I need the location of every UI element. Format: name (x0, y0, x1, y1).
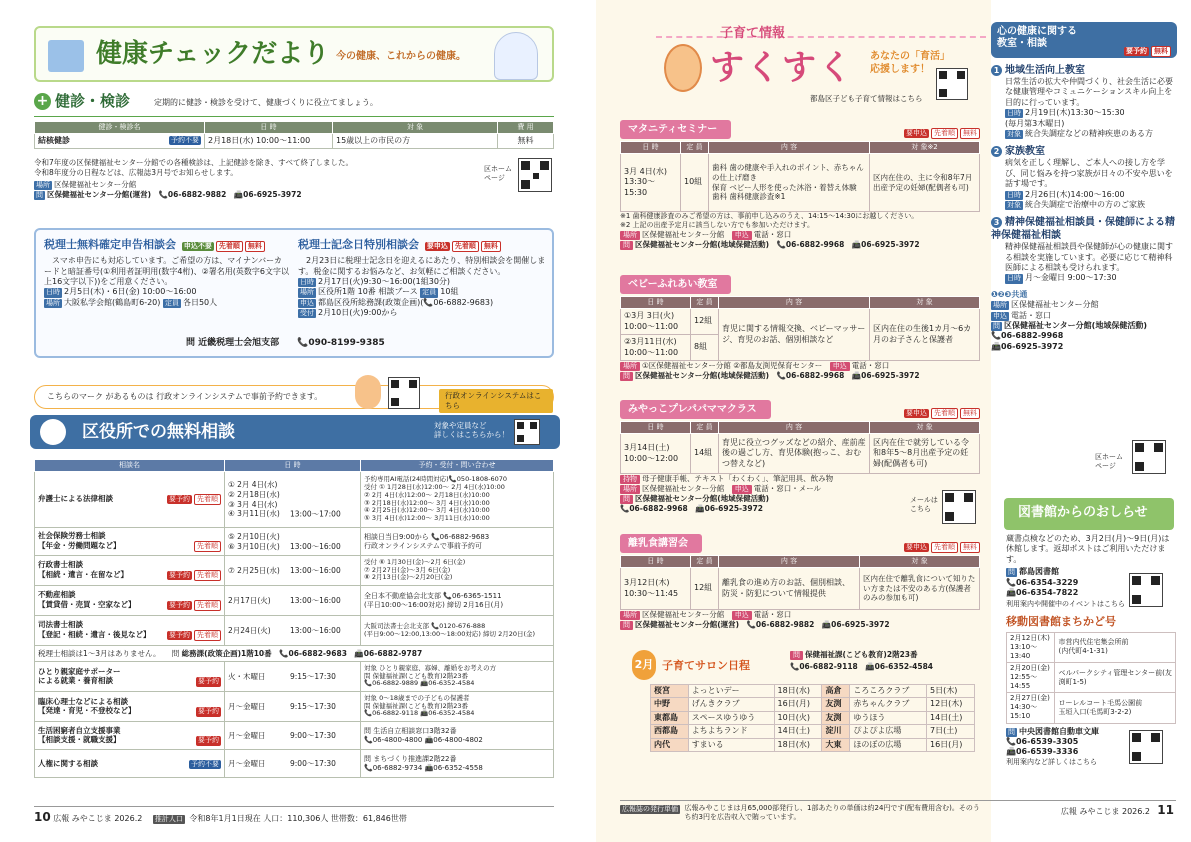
consult-row: 不動産相談 【賃貸借・売買・空家など】 要予約 先着順 2月17日(火) 13:00～16:00 全日本不動産協会北支部 📞06-6365-1511 (平日10:00～16:00対応) 締切 2月16日(月) (35, 586, 554, 616)
online-mark-bar (34, 385, 554, 409)
library-body: 蔵書点検などのため、3月2日(月)～9日(月)は休館します。返却ポストはご利用いただけます。 (1006, 534, 1170, 564)
th-date: 日 時 (205, 122, 333, 134)
premama-place: 場所 区保健福祉センター分館 申込 電話・窓口・メール (620, 484, 980, 494)
child-illustration (664, 44, 702, 92)
unit-price-label: 広報誌の発行単価 (622, 805, 678, 813)
tax2-open: 受付 2月10日(火)9:00から (300, 308, 398, 318)
plus-icon: + (34, 93, 51, 110)
health-banner (34, 26, 554, 82)
central-library: 問 中央図書館自動車文庫 (1008, 726, 1099, 736)
kenshin-target: 15歳以上の市民の方 (333, 134, 498, 149)
population-text: 令和8年1月1日現在 人口：110,306人 世帯数：61,846世帯 (189, 814, 407, 823)
consult-detail-link[interactable]: 対象や定員など 詳しくはこちらから！ (434, 421, 509, 439)
th-consult-name: 相談名 (35, 460, 225, 472)
tax-contact: 問 近畿税理士会旭支部 📞090-8199-9385 (186, 338, 385, 348)
baby-contact: 問 区保健福祉センター分館(地域保健活動) 📞06-6882-9968 📠06-6925-3972 (620, 371, 980, 381)
consult-row: 社会保険労務士相談 【年金・労働問題など】 先着順 ⑤ 2月10日(火) ⑥ 3月10日(火) 13:00～16:00 相談日当日9:00から 📞06-6882-9683 行政オンラインシステムで事前予約可 (35, 528, 554, 556)
sukusuku-sub: 都島区子ども子育て情報はこちら (810, 94, 923, 103)
rinyu-title: 離乳食講習会 (620, 534, 702, 553)
consult-row: 弁護士による法律相談 要予約 先着順 ① 2月 4日(水) ② 2月18日(水) ③ 3月 4日(水) ④ 3月11日(水) 13:00～17:00 予約専用AI電話(24時間対応)📞050-1808-6070 受付 ① 1月28日(水)12:00～ 2月 4日(水)10:00 ② 2月 4日(水)12:00～ 2月18日(水)10:00 ③ 2月18日(水)12:00～ 3月 4日(水)10:00 ④ 2月25日(水)12:00～ 3月 4日(水)10:00 ⑤ 3月 4日(水)12:00～ 3月11日(水)10:00 (35, 472, 554, 528)
premama-mail-qr-code[interactable] (942, 490, 976, 524)
tax1-title: 税理士無料確定申告相談会 申込不要 先着順 無料 (44, 238, 289, 252)
mascot-illustration (355, 375, 381, 409)
mental-qr-code[interactable] (1132, 440, 1166, 474)
library-title: 図書館からのおしらせ (1018, 505, 1148, 520)
th-consult-date: 日 時 (225, 460, 361, 472)
health-banner-title: 健康チェックだより (96, 39, 330, 69)
unit-price-text: 広報みやこじまは月65,000部発行し、1部あたりの単価は約24円です(配布費用含む)。そのうち約3円を広告収入で賄っています。 (684, 804, 980, 822)
page-number: 10 (34, 810, 51, 824)
tax2-body: 2月23日に税理士記念日を迎えるにあたり、特別相談会を開催します。税金に関するお悩みなど、お気軽にご相談ください。 (298, 256, 546, 276)
kosodate-qr-code[interactable] (936, 68, 968, 100)
kenshin-notes (34, 158, 474, 200)
maternity-note-2: ※2 上記の出産予定月に該当しない方でも参加いただけます。 (620, 221, 814, 230)
maternity-title: マタニティセミナー (620, 120, 731, 139)
population-label: 推計人口 (154, 815, 183, 823)
mental-place: 場所 区保健福祉センター分館 (993, 300, 1099, 310)
tax1-body: スマホ申告にも対応しています。ご希望の方は、マイナンバーカードと暗証番号(①利用者証明用(数字4桁)、②署名用(英数字6文字以上16文字以下))をご用意ください。 (44, 256, 290, 287)
mental-header: 心の健康に関する 教室・相談 要予約 無料 (991, 22, 1177, 58)
premama-mail-label: メールは こちら (910, 496, 938, 514)
sukusuku-banner (620, 20, 980, 106)
tax2-date: 日時 2月17日(火)9:30～16:00(1組30分) (300, 277, 451, 287)
rinyu-contact: 問 区保健福祉センター分館(運営) 📞06-6882-9882 📠06-6925-3972 (620, 620, 980, 630)
kenshin-fee: 無料 (498, 134, 554, 149)
consult-row: 行政書士相談 【相続・遺言・在留など】 要予約 先着順 ⑦ 2月25日(水) 13:00～16:00 受付 ⑥ 1月30日(金)～2月 6日(金) ⑦ 2月27日(金)～3月 6日(金) ⑧ 2月13日(金)～2月20日(金) (35, 556, 554, 586)
central-note: 利用案内など詳しくはこちら (1006, 757, 1097, 766)
mental-contact: 問 区保健福祉センター分館(地域保健活動) (993, 321, 1147, 331)
mental-fax: 📠06-6925-3972 (991, 341, 1064, 351)
th-target: 対 象 (333, 122, 498, 134)
salon-month: 2月 (632, 650, 656, 680)
sukusuku-slogan: あなたの「育活」 応援します！ (870, 51, 950, 75)
magazine-name: 広報 みやこじま 2026.2 (53, 814, 143, 823)
library-bus-table: 2月12日(木) 13:10～13:40 市営内代住宅集会所前 (内代町4-1-31) 2月20日(金) 12:55～14:55 ベルパークシティ管理センター前(友渕町1-5) 2月27日(金) 14:30～15:10 ローレルコート毛馬公園前 玉垣入口(毛馬町3-2-2) (1006, 632, 1176, 724)
kenshin-qr-label: 区ホーム ページ (484, 165, 512, 183)
tax2-title: 税理士記念日特別相談会 要申込 先着順 無料 (298, 238, 546, 252)
tax-consult-2 (298, 238, 546, 319)
consult-title: 区役所での無料相談 (82, 422, 235, 442)
person-icon (40, 419, 66, 445)
no-reservation-badge: 予約不要 (171, 136, 199, 145)
mental-item-1: 1 地域生活向上教室 日常生活の拡大や仲間づくり、社会生活に必要な健康管理やコミュニケーションスキル向上を目的に行っています。 日時 2月19日(木)13:30～15:30 (毎月第3木曜日) 対象 統合失調症などの精神疾患のある方 (991, 64, 1177, 139)
baby-place: 場所 ①区保健福祉センター分館 ②都島友渕児保育センター 申込 電話・窓口 (620, 361, 980, 371)
premama-bring: 持物 母子健康手帳、テキスト「わくわく」、筆記用具、飲み物 (620, 474, 910, 484)
consult-row: 臨床心理士などによる相談 【発達・育児・不登校など】 要予約 月～金曜日 9:15～17:30 対象 0～18歳までの子どもの保護者 問 保健福祉課(こども教育)2階23番 📞06-6882-9118 📠06-6352-4584 (35, 692, 554, 722)
kenshin-title: + 健診・検診 (34, 92, 130, 112)
divider (34, 116, 554, 117)
maternity-place: 場所 区保健福祉センター分館 申込 電話・窓口 (620, 230, 980, 240)
maternity-contact: 問 区保健福祉センター分館(地域保健活動) 📞06-6882-9968 📠06-6925-3972 (620, 240, 980, 250)
tax1-date: 日時 2月5日(木)・6日(金) 10:00～16:00 (46, 287, 197, 297)
right-footer (620, 800, 1176, 822)
library-header (1004, 498, 1174, 530)
mental-item-2: 2 家族教室 病気を正しく理解し、ご本人への接し方を学び、同じ悩みを持つ家族が日々の不安や思いを話す場です。 日時 2月26日(木)14:00～16:00 対象 統合失調症で治療中の方のご家族 (991, 145, 1177, 210)
maternity-note-1: ※1 歯科健康診査のみご希望の方は、事前申し込みのうえ、14:15～14:30にお越しください。 (620, 212, 919, 221)
tax-consult-1 (44, 238, 289, 308)
mental-apply: 申込 電話・窓口 (993, 310, 1051, 320)
library-bus-title: 移動図書館まちかど号 (1006, 615, 1116, 629)
consult-row: ひとり親家庭サポーター による就業・養育相談 要予約 火・木曜日 9:15～17:30 対象 ひとり親家庭、寡婦、離婚をお考えの方 問 保健福祉課(こども教育)2階23番 📞06-6882-9889 📠06-6352-4584 (35, 662, 554, 692)
doctor-illustration (494, 32, 538, 80)
homepage-qr-code[interactable] (518, 158, 552, 192)
kenshin-place: 場所 区保健福祉センター分館 (36, 179, 137, 189)
central-library-qr-code[interactable] (1129, 730, 1163, 764)
consult-banner (30, 415, 560, 449)
consult-footnote-row: 税理士相談は1〜3月はありません。 問 総務課(政策企画)1階10番 📞06-6882-9683 📠06-6882-9787 (35, 646, 554, 662)
sukusuku-top: 子育て情報 (720, 26, 786, 41)
salon-title: 子育てサロン日程 (662, 659, 750, 672)
library-qr-code[interactable] (1129, 573, 1163, 607)
sukusuku-title: すくすく (710, 48, 854, 88)
library-name: 問 都島図書館 (1008, 567, 1059, 577)
tax-box (34, 228, 554, 358)
page-number: 11 (1157, 803, 1174, 817)
hospital-icon (48, 40, 84, 72)
premama-title: みやっこプレパパママクラス (620, 400, 771, 419)
consult-table (34, 459, 554, 778)
left-footer (34, 806, 554, 826)
online-mark-text: こちらのマーク があるものは 行政オンラインシステムで事前予約できます。 (47, 392, 323, 401)
library-note: 利用案内や開催中のイベントはこちら (1006, 600, 1125, 609)
th-name: 健診・検診名 (35, 122, 205, 134)
maternity-section: マタニティセミナー 要申込 先着順 無料 日 時 定 員 内 容 対 象※2 3月 4日(水) 13:30～15:30 10組 歯科 歯の健康や手入れのポイント、赤ちゃんの仕上げ磨き 保育 ベビー人形を使った沐浴・着替え体験 歯科 歯科健康診査※1 区内在住の、主に令和8年7月出産予定の妊婦(配偶者も可) ※1 歯科健康診査のみご希望の方は、事前申し込みのうえ、14:15～14:30にお越しください。 ※2 上記の出産予定月に該当しない方でも参加いただけます。 場所 区保健福祉センター分館 申込 電話・窓口 問 区保健福祉センター分館(地域保健活動) 📞06-6882-9968 📠06-6925-3972 (620, 120, 980, 250)
th-consult-info: 予約・受付・問い合わせ (361, 460, 554, 472)
salon-table: 桜宮 よっといデー 18日(水) 高倉 ころころクラブ 5日(木) 中野 げんきクラブ 16日(月) 友渕 赤ちゃんクラブ 12日(木) 東都島 スペースゆうゆう 10日(火) 友渕 ゆうほう 14日(土) 西都島 よちよちランド 14日(土) 淀川 ぴよぴよ広場 7日(土) 内代 すまいる 18日(水) 大東 ほのぼの広場 16日(月) (650, 684, 975, 752)
mental-item-3: 3 精神保健福祉相談員・保健師による精神保健福祉相談 精神保健福祉相談員や保健師が心の健康に関する相談を実施しています。必要に応じて精神科医師による相談も受けられます。 日時 月～金曜日 9:00～17:30 (991, 217, 1175, 283)
mental-tel: 📞06-6882-9968 (991, 331, 1064, 341)
tax2-apply: 申込 都島区役所総務課(政策企画)(📞06-6882-9683) (300, 297, 494, 307)
library-fax: 📠06-6354-7822 (1006, 587, 1079, 597)
salon-contact: 問 保健福祉課(こども教育)2階23番 (790, 650, 918, 660)
library-tel: 📞06-6354-3229 (1006, 577, 1079, 587)
magazine-name: 広報 みやこじま 2026.2 (1060, 807, 1150, 816)
consult-row: 生活困窮者自立支援事業 【相談支援・就職支援】 要予約 月～金曜日 9:00～17:30 問 生活自立相談窓口3階32番 📞06-4800-4800 📠06-4800-4802 (35, 722, 554, 750)
central-tel: 📞06-6539-3305 (1006, 736, 1079, 746)
salon-tel: 📞06-6882-9118 📠06-6352-4584 (790, 662, 934, 671)
rinyu-section: 離乳食講習会 要申込 先着順 無料 日 時 定 員 内 容 対 象 3月12日(木) 10:30～11:45 12組 離乳食の進め方のお話、個別相談、防災・防犯について情報提供 区内在住で離乳食について知りたい方または不安のある方(保護者のみの参加も可) 場所 区保健福祉センター分館 申込 電話・窓口 問 区保健福祉センター分館(運営) 📞06-6882-9882 📠06-6925-3972 (620, 534, 980, 630)
kenshin-table (34, 121, 554, 149)
mental-common: ❶❷❸共通 (991, 289, 1028, 299)
kenshin-note-1: 令和7年度の区保健福祉センター分館での各種検診は、上記健診を除き、すべて終了しました。 (34, 158, 354, 167)
mental-qr-label: 区ホーム ページ (1095, 453, 1123, 471)
kenshin-note-2: 令和8年度分の日程などは、広報誌3月号でお知らせします。 (34, 167, 238, 177)
central-fax: 📠06-6539-3336 (1006, 747, 1079, 757)
baby-title: ベビーふれあい教室 (620, 275, 731, 294)
premama-contact: 問 区保健福祉センター分館(地域保健活動) (620, 494, 980, 504)
rinyu-place: 場所 区保健福祉センター分館 申込 電話・窓口 (620, 610, 980, 620)
health-banner-subtitle: 今の健康、これからの健康。 (336, 51, 466, 62)
kenshin-contact: 問 区保健福祉センター分館(運営) 📞06-6882-9882 📠06-6925-3972 (36, 189, 302, 199)
online-system-qr-code[interactable] (388, 377, 420, 409)
tax2-place: 場所 区役所1階 10番 相談ブース 定員 10組 (300, 287, 459, 297)
consult-row: 司法書士相談 【登記・相続・遺言・後見など】 要予約 先着順 2月24日(火) 13:00～16:00 大阪司法書士会北支部 📞0120-676-888 (平日9:00～12:00,13:00～18:00対応) 締切 2月20日(金) (35, 616, 554, 646)
kenshin-date: 2月18日(水) 10:00～11:00 (205, 134, 333, 149)
online-system-link[interactable]: 行政オンラインシステムはこちら (439, 389, 553, 413)
kenshin-desc: 定期的に健診・検診を受けて、健康づくりに役立てましょう。 (154, 98, 378, 107)
kenshin-name: 結核健診 予約不要 (35, 134, 205, 149)
ribbon-decoration (656, 20, 986, 38)
premama-tel: 📞06-6882-9968 📠06-6925-3972 (620, 504, 764, 514)
right-page (596, 0, 1191, 842)
premama-section: みやっこプレパパママクラス 要申込 先着順 無料 日 時 定 員 内 容 対 象 3月14日(土) 10:00～12:00 14組 育児に役立つグッズなどの紹介、産前産後の過ごし方、育児体験(抱っこ、おむつ替えなど) 区内在住で就労している令和8年5～8月出産予定の妊婦(配偶者も可) 持物 母子健康手帳、テキスト「わくわく」、筆記用具、飲み物 場所 区保健福祉センター分館 申込 電話・窓口・メール 問 区保健福祉センター分館(地域保健活動) 📞06-6882-9968 📠06-6925-3972 メールは こちら (620, 400, 980, 514)
tax1-place: 場所 大阪私学会館(鶴島町6-20) 定員 各日50人 (46, 297, 218, 307)
consult-row: 人権に関する相談 予約不要 月～金曜日 9:00～17:30 問 まちづくり推進課2階22番 📞06-6882-9734 📠06-6352-4558 (35, 750, 554, 778)
th-fee: 費 用 (498, 122, 554, 134)
mental-health-column (991, 22, 1177, 352)
baby-section: ベビーふれあい教室 日 時 定 員 内 容 対 象 ①3月 3日(火) 10:00～11:00 12組 育児に関する情報交換、ベビーマッサージ、育児のお話、個別相談など 区内在住の生後1カ月～6カ月のお子さんと保護者 ②3月11日(水) 10:00～11:00 8組 場所 ①区保健福祉センター分館 ②都島友渕児保育センター 申込 電話・窓口 問 区保健福祉センター分館(地域保健活動) 📞06-6882-9968 📠06-6925-3972 (620, 275, 980, 381)
consult-qr-code[interactable] (514, 419, 540, 445)
mental-title: 心の健康に関する 教室・相談 (997, 26, 1077, 49)
